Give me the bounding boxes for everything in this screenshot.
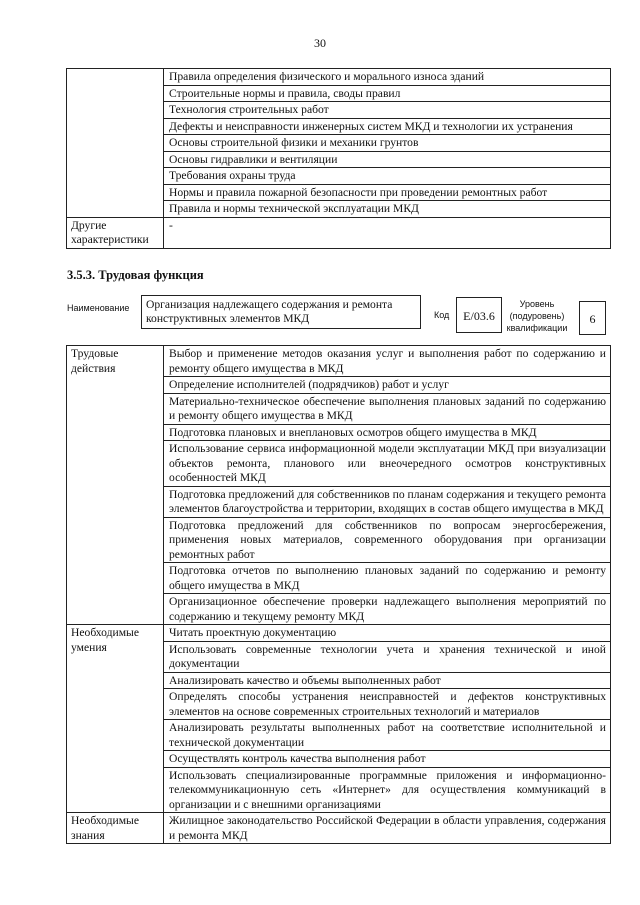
knowledge-continued-item: Основы строительной физики и механики грунтов (164, 135, 611, 152)
skill-item: Определять способы устранения неисправностей и дефектов конструктивных элементов на основе современных строительных технологий и материалов (164, 689, 611, 720)
section-title: 3.5.3. Трудовая функция (67, 268, 204, 282)
knowledge-item: Жилищное законодательство Российской Федерации в области управления, содержания и ремонта МКД (164, 813, 611, 844)
labor-action-item: Выбор и применение методов оказания услуг и выполнения работ по содержанию и ремонту общего имущества в МКД (164, 346, 611, 377)
knowledge-continued-item: Правила определения физического и морального износа зданий (164, 69, 611, 86)
skill-label: Необходимые умения (67, 625, 164, 813)
labor-action-item: Подготовка предложений для собственников по планам содержания и текущего ремонта элементов благоустройства и территории, входящих в состав общего имущества в МКД (164, 486, 611, 517)
labor-action-label: Трудовые действия (67, 346, 164, 625)
labor-action-item: Подготовка плановых и внеплановых осмотров общего имущества в МКД (164, 424, 611, 441)
level-label: Уровень (подуровень) квалификации (506, 299, 568, 333)
page-number: 30 (314, 36, 326, 50)
skill-item: Использовать современные технологии учета и хранения технической и иной документации (164, 641, 611, 672)
other-characteristics-label: Другие характеристики (67, 217, 164, 248)
knowledge-label: Необходимые знания (67, 813, 164, 844)
labor-action-item: Организационное обеспечение проверки надлежащего выполнения мероприятий по содержанию и текущему ремонту МКД (164, 594, 611, 625)
skill-row (67, 625, 611, 642)
other-characteristics-value: - (164, 217, 611, 248)
labor-action-item: Определение исполнителей (подрядчиков) работ и услуг (164, 377, 611, 394)
level-value-box: 6 (579, 301, 606, 335)
knowledge-continued-item: Строительные нормы и правила, своды правил (164, 85, 611, 102)
knowledge-continued-item: Требования охраны труда (164, 168, 611, 185)
labor-action-item: Использование сервиса информационной модели эксплуатации МКД при визуализации объектов ремонта, планового или внеочередного осмотров конструктивных особенностей МКД (164, 441, 611, 487)
labor-action-item: Материально-техническое обеспечение выполнения плановых заданий по содержанию и ремонту общего имущества в МКД (164, 393, 611, 424)
name-label: Наименование (67, 303, 130, 313)
function-name-box: Организация надлежащего содержания и ремонта конструктивных элементов МКД (141, 295, 421, 329)
skill-item: Осуществлять контроль качества выполнения работ (164, 751, 611, 768)
knowledge-continued-item: Нормы и правила пожарной безопасности при проведении ремонтных работ (164, 184, 611, 201)
knowledge-continued-row (67, 69, 611, 86)
function-table (66, 345, 611, 844)
knowledge-continued-label (67, 69, 164, 218)
knowledge-continued-item: Технология строительных работ (164, 102, 611, 119)
skill-item: Читать проектную документацию (164, 625, 611, 642)
skill-item: Анализировать качество и объемы выполненных работ (164, 672, 611, 689)
knowledge-continued-item: Основы гидравлики и вентиляции (164, 151, 611, 168)
skill-item: Использовать специализированные программные приложения и информационно-телекоммуникационную сеть «Интернет» для осуществления коммуникаций в организации и с внешними организациями (164, 767, 611, 813)
knowledge-continued-item: Дефекты и неисправности инженерных систем МКД и технологии их устранения (164, 118, 611, 135)
knowledge-continued-item: Правила и нормы технической эксплуатации МКД (164, 201, 611, 218)
skill-item: Анализировать результаты выполненных работ на соответствие исполнительной и технической документации (164, 720, 611, 751)
labor-action-item: Подготовка предложений для собственников по вопросам энергосбережения, применения новых материалов, современного оборудования при организации ремонтных работ (164, 517, 611, 563)
code-label: Код (434, 310, 450, 320)
other-characteristics-row (67, 217, 611, 248)
labor-action-row (67, 346, 611, 377)
knowledge-row (67, 813, 611, 844)
knowledge-table-continued (66, 68, 611, 249)
code-value-box: E/03.6 (456, 297, 502, 333)
labor-action-item: Подготовка отчетов по выполнению плановых заданий по содержанию и ремонту общего имущества в МКД (164, 563, 611, 594)
